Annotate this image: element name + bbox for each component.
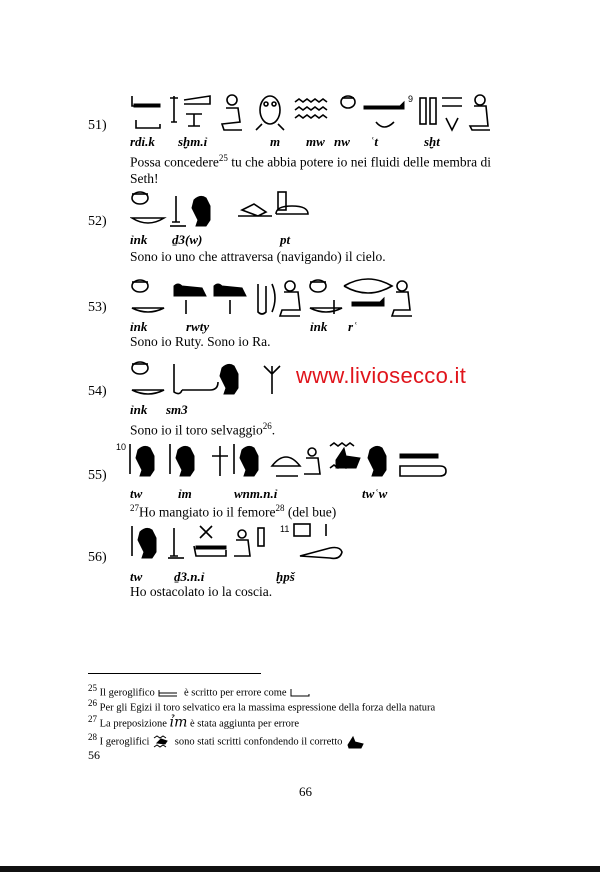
translation-text-rest: (del bue) bbox=[284, 504, 337, 520]
svg-text:10: 10 bbox=[116, 442, 127, 452]
footnote-number: 27 bbox=[88, 714, 97, 724]
footnote-ref: 28 bbox=[275, 503, 285, 513]
translit-word: mw bbox=[306, 134, 325, 149]
translit-word: sm3 bbox=[166, 402, 188, 417]
footnote-text: I geroglifici bbox=[97, 736, 153, 748]
footnote-text: è stata aggiunta per errore bbox=[187, 718, 300, 730]
footnote-27 bbox=[88, 714, 299, 731]
footnote-ref: 25 bbox=[218, 153, 228, 163]
translit-word: sḫm.ỉ bbox=[178, 134, 208, 149]
hieroglyph-row bbox=[130, 522, 380, 562]
footnote-text: Per gli Egizi il toro selvatico era la massima espressione della forza della natura bbox=[97, 702, 436, 714]
translit-word: ḏ3(w) bbox=[172, 232, 203, 247]
translit-word: ỉnk bbox=[130, 402, 148, 417]
translit-word: ʿt bbox=[370, 134, 378, 149]
translation bbox=[130, 584, 520, 600]
footnote-number: 26 bbox=[88, 698, 97, 708]
svg-text:11: 11 bbox=[280, 524, 290, 534]
translit-word: wnm.n.ỉ bbox=[234, 486, 278, 501]
translit-word: pt bbox=[280, 232, 291, 247]
footnote-25 bbox=[88, 683, 313, 699]
hieroglyph-icon bbox=[152, 735, 172, 749]
svg-text:9: 9 bbox=[408, 94, 414, 104]
hieroglyph-icon bbox=[345, 735, 365, 749]
entry-number: 52) bbox=[88, 214, 107, 229]
footnote-text: è scritto per errore come bbox=[183, 687, 290, 699]
page-number: 66 bbox=[299, 784, 312, 799]
translation bbox=[130, 500, 520, 521]
translit-word: rʿ bbox=[348, 319, 358, 334]
footnote-28 bbox=[88, 732, 365, 749]
translation-text-rest: . bbox=[271, 422, 276, 438]
footnote-continuation bbox=[88, 748, 100, 763]
footnote-number: 25 bbox=[88, 683, 97, 693]
footnote-text: Il geroglifico bbox=[97, 687, 158, 699]
translit-word: rdỉ.k bbox=[130, 134, 155, 149]
translation-text: Sono io Ruty. Sono io Ra. bbox=[130, 334, 271, 349]
hieroglyph-row bbox=[130, 190, 330, 230]
translation-text: Ho ostacolato io la coscia. bbox=[130, 584, 273, 599]
footnote-text: La preposizione bbox=[97, 718, 170, 730]
footnote-text: sono stati scritti confondendo il corretto bbox=[174, 736, 346, 748]
translit-word: m bbox=[270, 134, 281, 149]
website-watermark: www.liviosecco.it bbox=[296, 363, 467, 388]
translit-word: tw bbox=[130, 486, 143, 501]
translation-text-rest: tu che abbia potere io nei fluidi delle membra di Seth! bbox=[130, 154, 492, 186]
translit-word: twʿw bbox=[362, 486, 388, 501]
entry-number: 55) bbox=[88, 468, 107, 483]
hieroglyph-row bbox=[130, 92, 500, 132]
translit-word: sḫt bbox=[424, 134, 440, 149]
hieroglyph-row bbox=[130, 360, 300, 400]
translation-text: Possa concedere bbox=[130, 154, 219, 170]
translit-word: nw bbox=[334, 134, 350, 149]
hieroglyph-icon bbox=[157, 688, 181, 698]
translit-word: ỉnk bbox=[310, 319, 328, 334]
translation bbox=[130, 334, 520, 350]
translation-text: Ho mangiato io il femore bbox=[139, 504, 276, 520]
hieroglyph-row bbox=[116, 440, 496, 480]
translit-word: ỉnk bbox=[130, 232, 148, 247]
translation bbox=[130, 150, 520, 187]
page-bottom-edge bbox=[0, 866, 600, 872]
translit-word: rwty bbox=[186, 319, 210, 334]
footnote-ref: 27 bbox=[130, 503, 139, 513]
footnote-divider bbox=[88, 673, 261, 674]
hieroglyph-icon bbox=[289, 688, 313, 698]
translit-word: tw bbox=[130, 569, 143, 584]
entry-number: 54) bbox=[88, 384, 107, 399]
translit-word: ḫpš bbox=[276, 569, 295, 584]
translation bbox=[130, 418, 520, 439]
entry-number: 51) bbox=[88, 118, 107, 133]
translit-word: ỉnk bbox=[130, 319, 148, 334]
entry-number: 53) bbox=[88, 300, 107, 315]
translit-word: ḏ3.n.ỉ bbox=[174, 569, 205, 584]
footnote-ref: 26 bbox=[262, 421, 272, 431]
footnote-translit: ỉm bbox=[169, 714, 188, 731]
translation-text: Sono io il toro selvaggio bbox=[130, 422, 263, 438]
footnote-number: 28 bbox=[88, 732, 97, 742]
hieroglyph-row bbox=[130, 278, 420, 318]
translation bbox=[130, 249, 520, 265]
entry-number: 56) bbox=[88, 550, 107, 565]
translit-word: ỉm bbox=[178, 486, 192, 501]
footnote-26 bbox=[88, 698, 435, 714]
footnote-text: 56 bbox=[88, 748, 100, 762]
translation-text: Sono io uno che attraversa (navigando) il cielo. bbox=[130, 249, 386, 264]
